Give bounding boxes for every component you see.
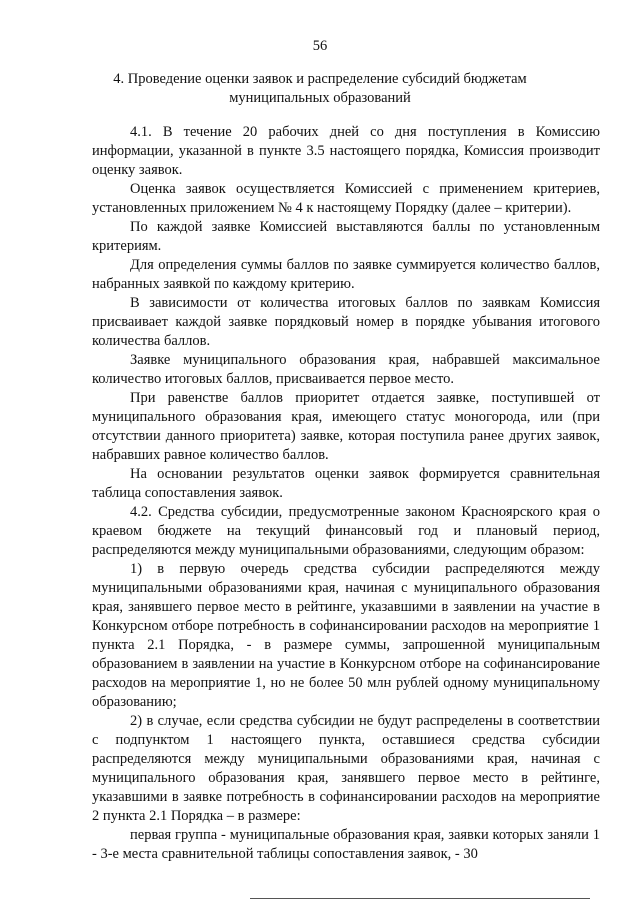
paragraph-4-1: 4.1. В течение 20 рабочих дней со дня поступления в Комиссию информации, указанной в пункте 3.5 настоящего порядка, Комиссия производит оценку заявок. xyxy=(92,124,600,178)
page-number: 56 xyxy=(312,38,328,54)
paragraph-tie-break: При равенстве баллов приоритет отдается заявке, поступившей от муниципального образования края, имеющего статус моногорода, или (при отсутствии данного приоритета) заявке, которая поступила ранее других заявок, набравших равное количество баллов. xyxy=(92,390,600,463)
paragraph-first-place: Заявке муниципального образования края, набравшей максимальное количество итоговых баллов, присваивается первое место. xyxy=(92,352,600,387)
paragraph-ranking: В зависимости от количества итоговых баллов по заявкам Комиссия присваивает каждой заявке порядковый номер в порядке убывания итогового количества баллов. xyxy=(92,295,600,349)
paragraph-criteria: Оценка заявок осуществляется Комиссией с применением критериев, установленных приложением № 4 к настоящему Порядку (далее – критерии). xyxy=(92,181,600,216)
bottom-divider xyxy=(250,898,590,899)
paragraph-subpoint-2: 2) в случае, если средства субсидии не будут распределены в соответствии с подпунктом 1 настоящего пункта, оставшиеся средства субсидии распределяются между муниципальными образованиями края, начиная с муниципального образования края, занявшего первое место в рейтинге, указавшими в заявке потребность в софинансировании расходов на мероприятие 2 пункта 2.1 Порядка – в размере: xyxy=(92,713,600,824)
paragraph-first-group: первая группа - муниципальные образования края, заявки которых заняли 1 - 3-е места сравнительной таблицы сопоставления заявок, - 30 xyxy=(92,827,600,862)
paragraph-score-sum: Для определения суммы баллов по заявке суммируется количество баллов, набранных заявкой по каждому критерию. xyxy=(92,257,600,292)
paragraph-comparison-table: На основании результатов оценки заявок формируется сравнительная таблица сопоставления заявок. xyxy=(92,466,600,501)
section-heading: 4. Проведение оценки заявок и распределение субсидий бюджетам муниципальных образований xyxy=(113,71,527,106)
paragraph-scoring: По каждой заявке Комиссией выставляются баллы по установленным критериям. xyxy=(92,219,600,254)
document-body xyxy=(92,123,600,864)
paragraph-subpoint-1: 1) в первую очередь средства субсидии распределяются между муниципальными образованиями края, начиная с муниципального образования края, занявшего первое место в рейтинге, указавшими в заявлении на участие в Конкурсном отборе потребность в софинансировании расходов на мероприятие 1 пункта 2.1 Порядка, - в размере суммы, запрошенной муниципальным образованием в заявлении на участие в Конкурсном отборе на софинансирование расходов на мероприятие 1, но не более 50 млн рублей одному муниципальному образованию; xyxy=(92,561,600,710)
paragraph-4-2: 4.2. Средства субсидии, предусмотренные законом Красноярского края о краевом бюджете на текущий финансовый год и плановый период, распределяются между муниципальными образованиями, следующим образом: xyxy=(92,504,600,558)
